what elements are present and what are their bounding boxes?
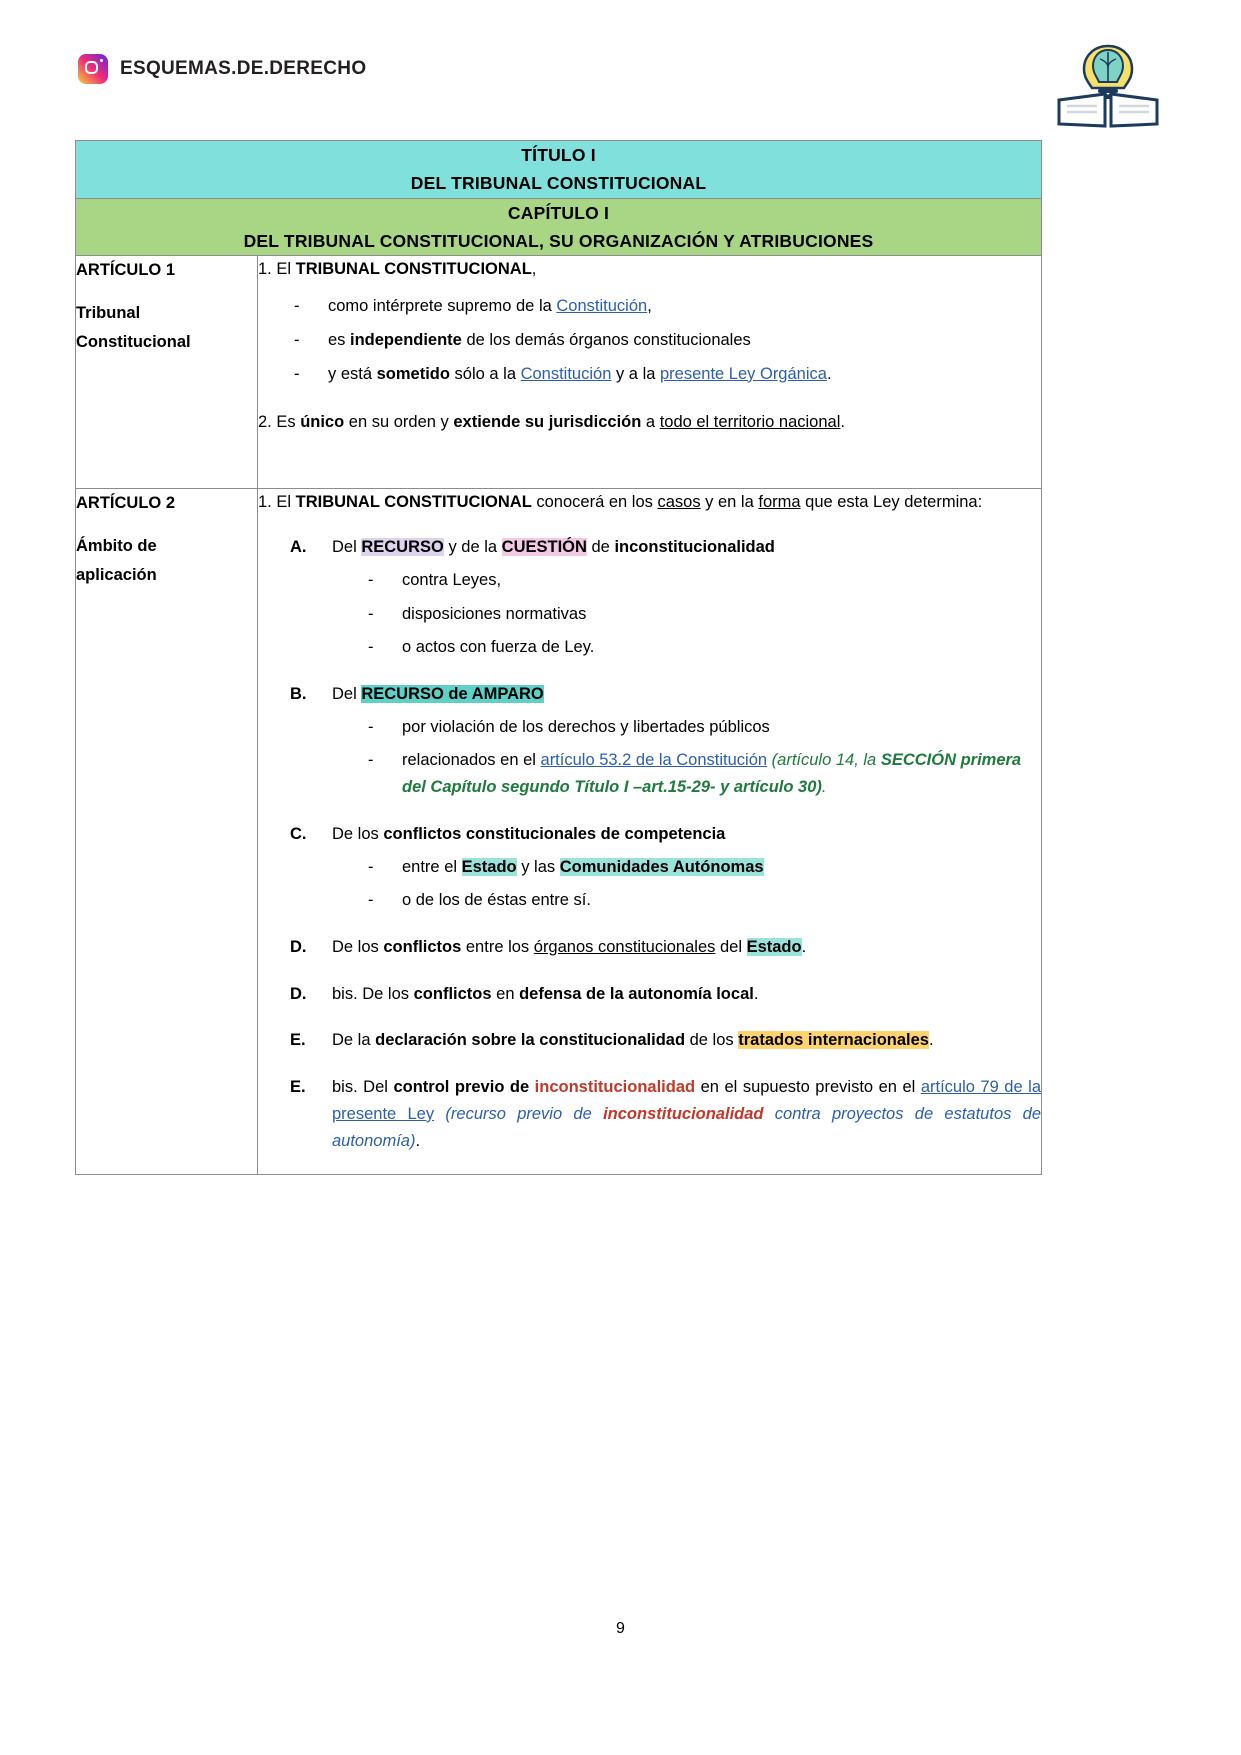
item-marker: D.	[290, 984, 307, 1003]
article-1-body	[258, 256, 1042, 489]
title-band-line2: DEL TRIBUNAL CONSTITUCIONAL	[410, 173, 707, 194]
list-item: - como intérprete supremo de la Constitución,	[288, 293, 1041, 320]
table-row-article-2	[76, 489, 1042, 1175]
list-item: - contra Leyes,	[362, 567, 1041, 594]
list-item	[290, 534, 1041, 661]
article-1-intro: 1. El TRIBUNAL CONSTITUCIONAL,	[258, 260, 537, 279]
highlight-estado: Estado	[461, 857, 517, 876]
item-marker: A.	[290, 538, 307, 557]
brand-label: ESQUEMAS.DE.DERECHO	[120, 58, 367, 79]
article-2-label: ARTÍCULO 2	[76, 494, 175, 513]
chapter-band-line2: DEL TRIBUNAL CONSTITUCIONAL, SU ORGANIZACIÓN Y ATRIBUCIONES	[243, 231, 874, 252]
list-item: - o de los de éstas entre sí.	[362, 887, 1041, 914]
link-constitucion[interactable]: Constitución	[556, 297, 648, 316]
item-text: bis. De los conflictos en defensa de la autonomía local.	[332, 984, 759, 1003]
brand	[78, 54, 366, 84]
article-1-side	[76, 256, 258, 489]
chapter-band-line1: CAPÍTULO I	[507, 202, 610, 223]
item-sublist	[332, 714, 1041, 801]
item-marker: E.	[290, 1078, 306, 1097]
list-item	[290, 981, 1041, 1008]
article-2-title-line1: Ámbito de	[76, 537, 157, 556]
list-item: - entre el Estado y las Comunidades Autónomas	[362, 854, 1041, 881]
note-blue: (recurso previo de inconstitucionalidad contra proyectos de estatutos de autonomía)	[332, 1104, 1042, 1150]
item-sublist	[332, 854, 1041, 914]
list-item	[290, 1027, 1041, 1054]
item-text: Del RECURSO de AMPARO	[332, 684, 544, 703]
highlight-recurso: RECURSO	[361, 538, 444, 557]
list-item: - y está sometido sólo a la Constitución y a la presente Ley Orgánica.	[288, 361, 1041, 388]
table-row-article-1	[76, 256, 1042, 489]
highlight-cuestion: CUESTIÓN	[501, 538, 587, 557]
link-articulo-79[interactable]: artículo 79 de la presente Ley	[332, 1078, 1041, 1123]
list-item: - es independiente de los demás órganos constitucionales	[288, 327, 1041, 354]
item-text: bis. Del control previo de inconstitucionalidad en el supuesto previsto en el artículo 79 de la presente Ley (recurso previo de inconstitucionalidad contra proyectos de estatutos de autonomía).	[332, 1078, 1042, 1150]
highlight-recurso-amparo: RECURSO de AMPARO	[361, 684, 544, 703]
article-1-label: ARTÍCULO 1	[76, 261, 175, 280]
page-header	[78, 42, 1163, 127]
article-2-body	[258, 489, 1042, 1175]
link-constitucion[interactable]: Constitución	[520, 364, 612, 383]
item-text: De la declaración sobre la constitucionalidad de los tratados internacionales.	[332, 1031, 934, 1050]
article-1-title-line1: Tribunal	[76, 304, 141, 323]
item-marker: C.	[290, 824, 307, 843]
list-item: - relacionados en el artículo 53.2 de la Constitución (artículo 14, la SECCIÓN primera del Capítulo segundo Título I –art.15-29- y artículo 30).	[362, 747, 1041, 800]
chapter-band-row	[76, 198, 1042, 256]
article-1-title-line2: Constitucional	[76, 333, 191, 352]
law-table	[75, 140, 1042, 1175]
instagram-icon	[78, 54, 108, 84]
article-1-paragraph-2: 2. Es único en su orden y extiende su jurisdicción a todo el territorio nacional.	[258, 413, 845, 432]
list-item: - disposiciones normativas	[362, 601, 1041, 628]
title-band-line1: TÍTULO I	[521, 145, 596, 165]
item-marker: D.	[290, 938, 307, 956]
link-articulo-53-2[interactable]: artículo 53.2 de la Constitución	[540, 751, 768, 770]
article-1-bullets	[258, 293, 1041, 387]
title-band-row	[76, 141, 1042, 199]
list-item	[290, 821, 1041, 914]
list-item: - o actos con fuerza de Ley.	[362, 634, 1041, 661]
brain-book-lightbulb-logo	[1053, 42, 1163, 130]
page-number: 9	[616, 1620, 625, 1637]
list-item: - por violación de los derechos y libertades públicos	[362, 714, 1041, 741]
item-text: De los conflictos entre los órganos constitucionales del Estado.	[332, 938, 807, 956]
item-text: De los conflictos constitucionales de competencia	[332, 824, 726, 843]
link-presente-ley-organica[interactable]: presente Ley Orgánica	[660, 364, 827, 383]
article-2-items	[258, 534, 1041, 1154]
item-sublist	[332, 567, 1041, 661]
highlight-tratados-internacionales: tratados internacionales	[738, 1031, 929, 1050]
list-item	[290, 681, 1041, 801]
item-marker: B.	[290, 684, 307, 703]
item-marker: E.	[290, 1031, 306, 1050]
note-green: (artículo 14, la SECCIÓN primera del Capítulo segundo Título I –art.15-29- y artículo 30).	[402, 751, 1022, 797]
item-text: Del RECURSO y de la CUESTIÓN de inconstitucionalidad	[332, 538, 775, 557]
chapter-band	[76, 198, 1042, 256]
title-band	[76, 141, 1042, 199]
highlight-estado: Estado	[746, 938, 802, 956]
highlight-comunidades-autonomas: Comunidades Autónomas	[559, 857, 764, 876]
article-2-intro: 1. El TRIBUNAL CONSTITUCIONAL conocerá en los casos y en la forma que esta Ley determina:	[258, 493, 983, 512]
list-item	[290, 934, 1041, 961]
article-2-title-line2: aplicación	[76, 566, 157, 585]
article-2-side	[76, 489, 258, 1175]
list-item	[290, 1074, 1041, 1154]
